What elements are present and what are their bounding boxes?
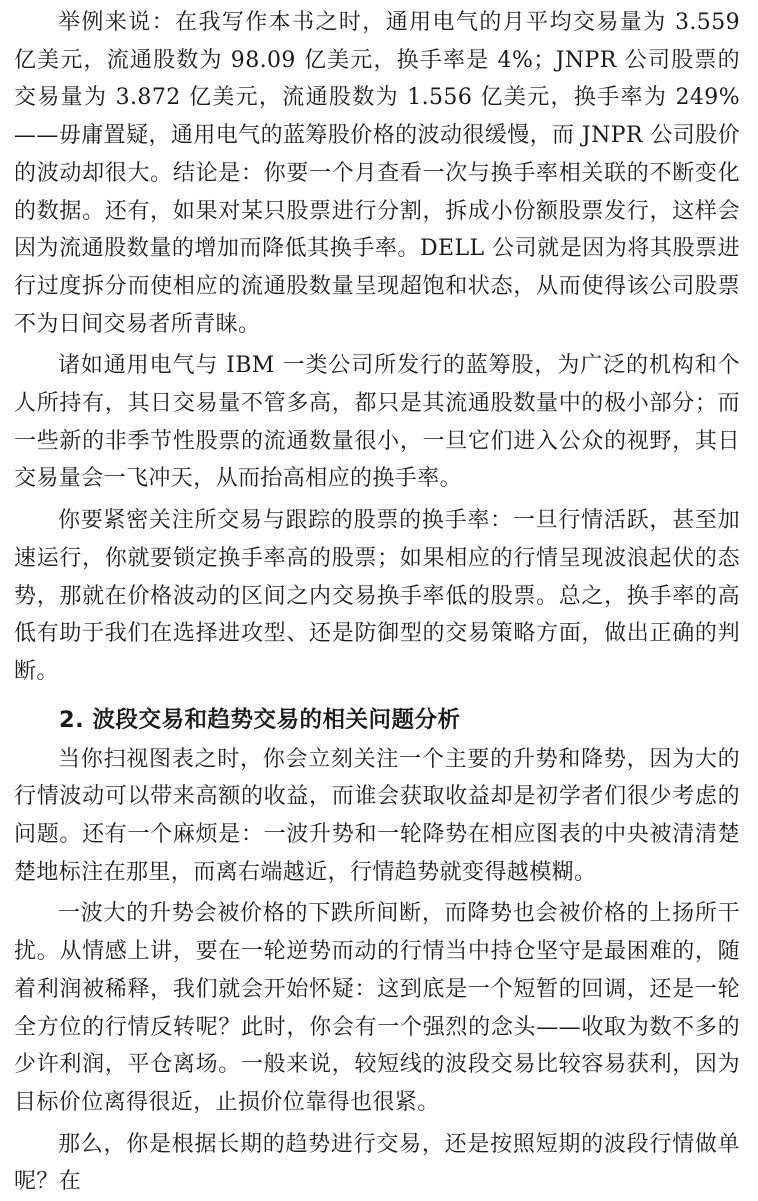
body-paragraph-2: 诸如通用电气与 IBM 一类公司所发行的蓝筹股，为广泛的机构和个人所持有，其日交易量不管多高，都只是其流通股数量中的极小部分；而一些新的非季节性股票的流通数量很小，一旦它们进入公众的视野，其日交易量会一飞冲天，从而抬高相应的换手率。 bbox=[14, 353, 740, 492]
body-paragraph-4: 当你扫视图表之时，你会立刻关注一个主要的升势和降势，因为大的行情波动可以带来高额的收益，而谁会获取收益却是初学者们很少考虑的问题。还有一个麻烦是：一波升势和一轮降势在相应图表的中央被清清楚楚地标注在那里，而离右端越近，行情趋势就变得越模糊。 bbox=[14, 746, 740, 885]
body-paragraph-5: 一波大的升势会被价格的下跌所间断，而降势也会被价格的上扬所干扰。从情感上讲，要在一轮逆势而动的行情当中持仓坚守是最困难的，随着利润被稀释，我们就会开始怀疑：这到底是一个短暂的回调，还是一轮全方位的行情反转呢？此时，你会有一个强烈的念头——收取为数不多的少许利润，平仓离场。一般来说，较短线的波段交易比较容易获利，因为目标价位离得很近，止损价位靠得也很紧。 bbox=[14, 901, 740, 1115]
body-paragraph-6: 那么，你是根据长期的趋势进行交易，还是按照短期的波段行情做单呢？在 bbox=[14, 1131, 740, 1195]
section-heading: 2. 波段交易和趋势交易的相关问题分析 bbox=[59, 706, 461, 733]
body-paragraph-3: 你要紧密关注所交易与跟踪的股票的换手率：一旦行情活跃，甚至加速运行，你就要锁定换手率高的股票；如果相应的行情呈现波浪起伏的态势，那就在价格波动的区间之内交易换手率低的股票。总之，换手率的高低有助于我们在选择进攻型、还是防御型的交易策略方面，做出正确的判断。 bbox=[14, 508, 740, 684]
body-paragraph-1: 举例来说：在我写作本书之时，通用电气的月平均交易量为 3.559 亿美元，流通股数为 98.09 亿美元，换手率是 4%；JNPR 公司股票的交易量为 3.872 亿美元，流通股数为 1.556 亿美元，换手率为 249%——毋庸置疑，通用电气的蓝筹股价格的波动很缓慢，而 JNPR 公司股价的波动却很大。结论是：你要一个月查看一次与换手率相关联的不断变化的数据。还有，如果对某只股票进行分割，拆成小份额股票发行，这样会因为流通股数量的增加而降低其换手率。DELL 公司就是因为将其股票进行过度拆分而使相应的流通股数量呈现超饱和状态，从而使得该公司股票不为日间交易者所青睐。 bbox=[14, 10, 740, 337]
